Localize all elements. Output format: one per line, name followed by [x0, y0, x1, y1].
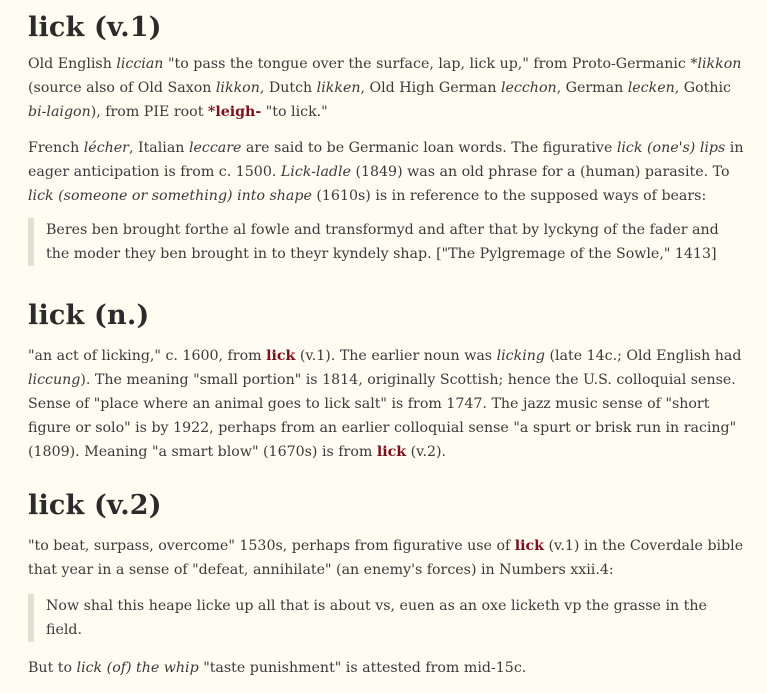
italic-term: lick (someone or something) into shape: [28, 188, 312, 204]
italic-term: lick (one's) lips: [616, 140, 726, 156]
italic-term: liccian: [116, 56, 164, 72]
text: (v.1) in the Coverdale bible that year in a sense of "defeat, annihilate" (an enemy's forces) in Numbers xxii.4:: [28, 538, 744, 578]
text: "to beat, surpass, overcome" 1530s, perhaps from figurative use of: [28, 538, 515, 554]
italic-term: bi-laigon: [28, 104, 91, 120]
text: , Gothic: [674, 80, 731, 96]
entry-paragraph: [28, 656, 745, 680]
text: , Old High German: [360, 80, 501, 96]
text: in eager anticipation is from c. 1500.: [28, 140, 744, 180]
crossref-link-lick[interactable]: lick: [514, 538, 544, 554]
text: (1849) was an old phrase for a (human) parasite. To: [350, 164, 730, 180]
text: , Italian: [128, 140, 189, 156]
text: , German: [556, 80, 628, 96]
entry-paragraph: [28, 136, 745, 208]
text: (1610s) is in reference to the supposed ways of bears:: [311, 188, 707, 204]
text: (source also of Old Saxon: [28, 80, 216, 96]
text: (v.1). The earlier noun was: [295, 348, 497, 364]
text: "to lick.": [261, 104, 328, 120]
text: are said to be Germanic loan words. The figurative: [241, 140, 617, 156]
text: "to pass the tongue over the surface, lap, lick up," from Proto-Germanic: [163, 56, 691, 72]
text: ), from PIE root: [90, 104, 208, 120]
italic-term: likken: [316, 80, 361, 96]
quotation: Now shal this heape licke up all that is about vs, euen as an oxe licketh vp the grasse in the field.: [28, 594, 745, 642]
italic-term: licking: [496, 348, 545, 364]
quotation: Beres ben brought forthe al fowle and transformyd and after that by lyckyng of the fader and the moder they ben brought in to theyr kyndely shap. ["The Pylgremage of the Sowle," 1413]: [28, 218, 745, 266]
italic-term: Lick-ladle: [280, 164, 351, 180]
text: "an act of licking," c. 1600, from: [28, 348, 267, 364]
root-link-leigh[interactable]: *leigh-: [207, 104, 262, 120]
entry-paragraph: [28, 344, 745, 464]
italic-term: lécher: [83, 140, 129, 156]
italic-term: lecken: [627, 80, 675, 96]
italic-term: *likkon: [690, 56, 742, 72]
text: "taste punishment" is attested from mid-15c.: [198, 660, 527, 676]
italic-term: lecchon: [500, 80, 557, 96]
entry-lick-v1: [28, 8, 745, 266]
text: (late 14c.; Old English had: [544, 348, 742, 364]
entry-title: lick (v.2): [28, 490, 162, 521]
italic-term: likkon: [215, 80, 260, 96]
text: (v.2).: [406, 444, 447, 460]
text: , Dutch: [259, 80, 317, 96]
italic-term: liccung: [28, 372, 81, 388]
entry-lick-n: [28, 296, 745, 464]
entry-paragraph: [28, 534, 745, 582]
entry-lick-v2: [28, 486, 745, 680]
italic-term: lick (of) the whip: [76, 660, 199, 676]
text: French: [28, 140, 84, 156]
italic-term: leccare: [188, 140, 242, 156]
text: Old English: [28, 56, 117, 72]
entry-paragraph: [28, 52, 745, 124]
crossref-link-lick[interactable]: lick: [376, 444, 407, 460]
entry-title: lick (v.1): [28, 12, 162, 43]
entry-title: lick (n.): [28, 300, 150, 331]
text: ). The meaning "small portion" is 1814, originally Scottish; hence the U.S. colloquial sense. Sense of "place where an animal goes to lick salt" is from 1747. The jazz music sense of "short figure or solo" is by 1922, perhaps from an earlier colloquial sense "a spurt or brisk run in racing" (1809). Meaning "a smart blow" (1670s) is from: [28, 372, 737, 460]
crossref-link-lick[interactable]: lick: [266, 348, 296, 364]
text: But to: [28, 660, 77, 676]
